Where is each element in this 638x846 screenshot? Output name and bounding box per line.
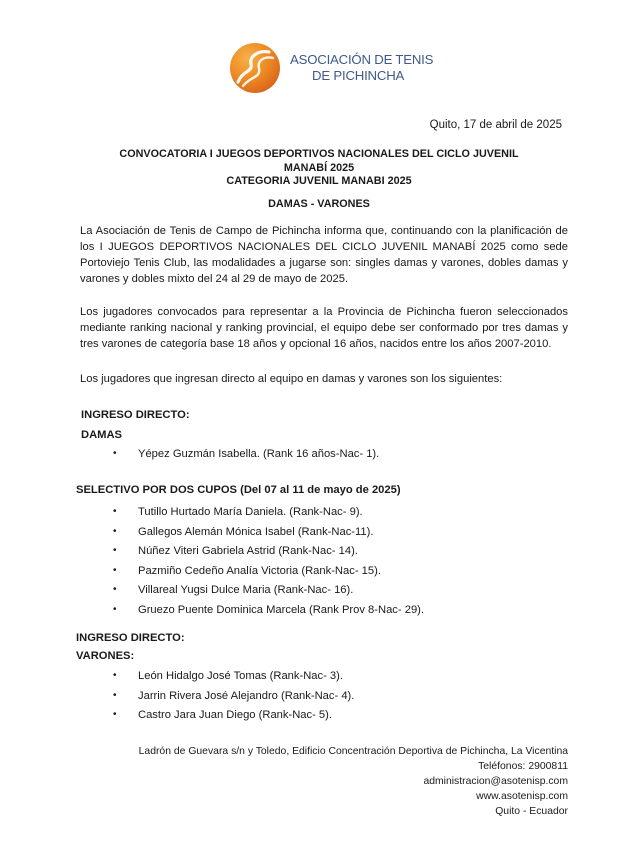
logo-line-2: DE PICHINCHA [312, 68, 405, 83]
list-item [113, 707, 354, 727]
list-item [113, 688, 355, 708]
bullet-icon: • [113, 448, 117, 459]
bullet-icon: • [113, 564, 117, 576]
player-name: Jarrin Rivera José Alejandro (Rank-Nac- 4). [138, 689, 355, 702]
logo-text [290, 52, 433, 84]
bullet-icon: • [113, 584, 117, 595]
document-subtitle: DAMAS - VARONES [268, 198, 370, 210]
tennis-swoosh-logo-icon [229, 42, 281, 94]
player-name: Villareal Yugsi Dulce Maria (Rank-Nac- 16). [138, 584, 354, 596]
selection-paragraph: Los jugadores convocados para representar a la Provincia de Pichincha fueron seleccionados mediante ranking nacional y ranking provincial, el equipo debe ser conformado por tres damas y tres varones de categoría base 18 años y opcional 16 años, nacidos entre los años 2007-2010. [80, 306, 568, 350]
footer-address: Ladrón de Guevara s/n y Toledo, Edificio Concentración Deportiva de Pichincha, La Vicentina [138, 746, 568, 757]
footer-city: Quito - Ecuador [495, 806, 568, 817]
damas-direct-list [113, 446, 380, 466]
list-item [113, 446, 380, 466]
direct-entry-intro: Los jugadores que ingresan directo al equipo en damas y varones son los siguientes: [80, 373, 503, 385]
damas-subheading: DAMAS [81, 429, 123, 441]
list-item [113, 602, 425, 622]
player-name: Yépez Guzmán Isabella. (Rank 16 años-Nac- 1). [138, 448, 380, 460]
selectivo-list [113, 504, 425, 621]
logo-line-1: ASOCIACIÓN DE TENIS [290, 52, 434, 67]
document-date: Quito, 17 de abril de 2025 [429, 119, 562, 131]
bullet-icon: • [113, 525, 117, 537]
varones-subheading: VARONES: [76, 650, 135, 662]
bullet-icon: • [113, 670, 117, 681]
bullet-icon: • [113, 603, 117, 615]
title-line-1: CONVOCATORIA I JUEGOS DEPORTIVOS NACIONALES DEL CICLO JUVENIL [119, 148, 519, 160]
list-item [113, 543, 424, 563]
player-name: León Hidalgo José Tomas (Rank-Nac- 3). [138, 670, 343, 682]
footer-website[interactable]: www.asotenisp.com [476, 791, 568, 802]
bullet-icon: • [113, 709, 117, 720]
footer-contact [139, 744, 568, 819]
list-item [113, 563, 424, 583]
list-item [113, 668, 354, 688]
selectivo-heading: SELECTIVO POR DOS CUPOS (Del 07 al 11 de mayo de 2025) [76, 484, 401, 496]
player-name: Pazmiño Cedeño Analía Victoria (Rank-Nac- 15). [138, 564, 381, 577]
player-name: Tutillo Hurtado María Daniela. (Rank-Nac- 9). [138, 506, 363, 518]
player-name: Núñez Viteri Gabriela Astrid (Rank-Nac- 14). [138, 545, 358, 557]
bullet-icon: • [113, 689, 117, 701]
document-title [0, 148, 638, 189]
player-name: Gruezo Puente Dominica Marcela (Rank Prov 8-Nac- 29). [138, 603, 425, 616]
bullet-icon: • [113, 545, 117, 556]
varones-direct-list [113, 668, 355, 727]
footer-email[interactable]: administracion@asotenisp.com [423, 776, 568, 787]
list-item [113, 524, 424, 544]
association-logo [229, 40, 449, 98]
footer-phone: Teléfonos: 2900811 [478, 761, 568, 772]
list-item [113, 582, 424, 602]
title-line-2: MANABÍ 2025 [283, 161, 355, 174]
damas-direct-heading: INGRESO DIRECTO: [81, 409, 190, 421]
player-name: Castro Jara Juan Diego (Rank-Nac- 5). [138, 709, 332, 721]
varones-direct-heading: INGRESO DIRECTO: [76, 632, 185, 644]
player-name: Gallegos Alemán Mónica Isabel (Rank-Nac-11). [138, 525, 374, 538]
intro-paragraph: La Asociación de Tenis de Campo de Pichincha informa que, continuando con la planificación de los I JUEGOS DEPORTIVOS NACIONALES DEL CICLO JUVENIL MANABÍ 2025 como sede Portoviejo Tenis Club, las modalidades a jugarse son: singles damas y varones, dobles damas y varones y dobles mixto del 24 al 29 de mayo de 2025. [80, 225, 568, 285]
title-line-3: CATEGORIA JUVENIL MANABI 2025 [226, 175, 412, 187]
bullet-icon: • [113, 506, 117, 517]
list-item [113, 504, 424, 524]
